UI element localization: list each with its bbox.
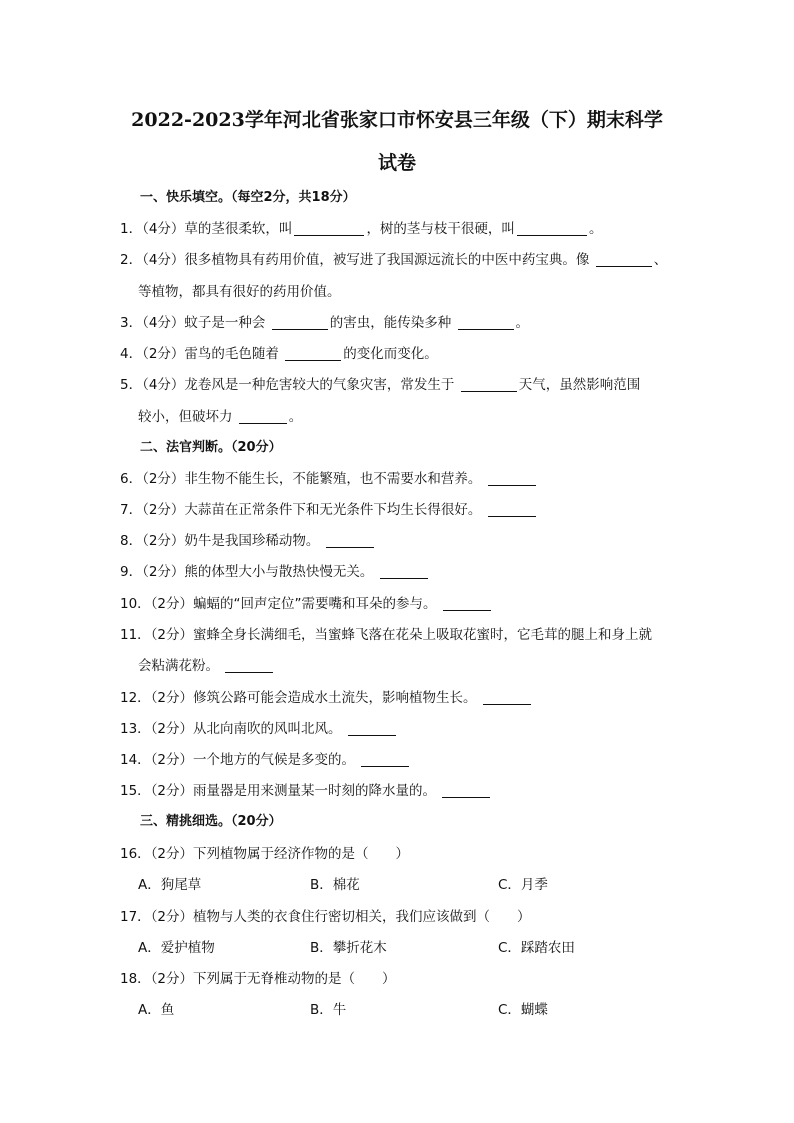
section-fill-heading: 一、快乐填空。（每空2分，共18分） [140, 190, 356, 205]
question-15 [120, 779, 680, 799]
question-number: 3． [120, 315, 143, 331]
question-text: （2分）从北向南吹的风叫北风。 [150, 721, 342, 737]
answer-blank[interactable] [361, 752, 409, 767]
option-b[interactable]: B．牛 [310, 1002, 347, 1018]
question-number: 9． [120, 564, 143, 580]
question-text: 。 [588, 221, 603, 237]
answer-blank[interactable] [348, 721, 396, 736]
question-number: 10． [120, 596, 151, 612]
question-text: （2分）雷鸟的毛色随着 [142, 346, 284, 362]
section-choice-heading: 三、精挑细选。（20分） [140, 814, 282, 829]
question-text: （4分）龙卷风是一种危害较大的气象灾害，常发生于 [142, 377, 459, 393]
question-text: （2分）熊的体型大小与散热快慢无关。 [142, 564, 374, 580]
question-11 [120, 623, 680, 643]
question-text: （2分）下列属于无脊椎动物的是（ ） [150, 971, 396, 987]
question-9 [120, 560, 680, 580]
answer-blank[interactable] [285, 346, 341, 361]
question-3 [120, 311, 680, 331]
question-text: （4分）草的茎很柔软，叫 [142, 221, 293, 237]
option-a[interactable]: A．鱼 [138, 1002, 175, 1018]
question-number: 8． [120, 533, 143, 549]
question-number: 2． [120, 252, 143, 268]
question-text: （2分）一个地方的气候是多变的。 [150, 752, 356, 768]
question-text: （2分）蝙蝠的“回声定位”需要嘴和耳朵的参与。 [150, 596, 437, 612]
question-number: 6． [120, 471, 143, 487]
answer-blank[interactable] [239, 409, 287, 424]
section-judge-heading: 二、法官判断。（20分） [140, 440, 282, 455]
question-text: ，树的茎与枝干很硬，叫 [366, 221, 515, 237]
answer-blank[interactable] [483, 690, 531, 705]
question-text: （4分）蚊子是一种会 [142, 315, 270, 331]
answer-blank[interactable] [458, 315, 514, 330]
answer-blank[interactable] [443, 596, 491, 611]
answer-blank[interactable] [442, 783, 490, 798]
page-title-line1: 2022-2023学年河北省张家口市怀安县三年级（下）期末科学 [131, 109, 663, 131]
question-number: 13． [120, 721, 151, 737]
question-text: （2分）雨量器是用来测量某一时刻的降水量的。 [150, 783, 437, 799]
option-a[interactable]: A．狗尾草 [138, 877, 202, 893]
answer-blank[interactable] [380, 564, 428, 579]
answer-blank[interactable] [225, 658, 273, 673]
question-5 [120, 373, 680, 393]
question-text: 。 [288, 409, 303, 425]
question-6 [120, 467, 680, 487]
question-number: 18． [120, 971, 151, 987]
question-2 [120, 248, 680, 268]
question-18 [120, 967, 680, 987]
question-text: 天气，虽然影响范围 [518, 377, 641, 393]
question-number: 17． [120, 909, 151, 925]
question-13 [120, 717, 680, 737]
question-text: （2分）非生物不能生长，不能繁殖，也不需要水和营养。 [142, 471, 482, 487]
answer-blank[interactable] [488, 502, 536, 517]
answer-blank[interactable] [326, 533, 374, 548]
question-text: （2分）蜜蜂全身长满细毛，当蜜蜂飞落在花朵上吸取花蜜时，它毛茸的腿上和身上就 [150, 627, 653, 643]
question-1 [120, 217, 680, 237]
question-number: 7． [120, 502, 143, 518]
answer-blank[interactable] [488, 471, 536, 486]
question-text: （2分）大蒜苗在正常条件下和无光条件下均生长得很好。 [142, 502, 482, 518]
question-number: 14． [120, 752, 151, 768]
question-14 [120, 748, 680, 768]
question-number: 16． [120, 846, 151, 862]
answer-blank[interactable] [272, 315, 328, 330]
question-17 [120, 905, 680, 925]
option-c[interactable]: C．蝴蝶 [498, 1002, 548, 1018]
question-text: 的害虫，能传染多种 [329, 315, 456, 331]
question-text: 较小，但破坏力 [138, 409, 237, 425]
question-16 [120, 842, 680, 862]
option-c[interactable]: C．踩踏农田 [498, 940, 575, 956]
question-10 [120, 592, 680, 612]
question-number: 11． [120, 627, 151, 643]
question-2-continued: 等植物，都具有很好的药用价值。 [138, 284, 341, 300]
question-number: 12． [120, 690, 151, 706]
question-number: 15． [120, 783, 151, 799]
option-a[interactable]: A．爱护植物 [138, 940, 215, 956]
option-b[interactable]: B．攀折花木 [310, 940, 387, 956]
question-4 [120, 342, 680, 362]
option-c[interactable]: C．月季 [498, 877, 548, 893]
answer-blank[interactable] [294, 221, 364, 236]
question-11-continued [138, 654, 698, 674]
question-number: 5． [120, 377, 143, 393]
question-text: （4分）很多植物具有药用价值，被写进了我国源远流长的中医中药宝典。像 [142, 252, 594, 268]
question-text: 的变化而变化。 [343, 346, 438, 362]
question-text: （2分）修筑公路可能会造成水土流失，影响植物生长。 [150, 690, 477, 706]
question-text: 。 [515, 315, 530, 331]
question-number: 4． [120, 346, 143, 362]
question-12 [120, 686, 680, 706]
question-number: 1． [120, 221, 143, 237]
question-7 [120, 498, 680, 518]
question-text: （2分）植物与人类的衣食住行密切相关，我们应该做到（ ） [150, 909, 531, 925]
page-title-line2: 试卷 [377, 152, 416, 174]
question-5-continued [138, 405, 698, 425]
question-text: 会粘满花粉。 [138, 658, 219, 674]
question-text: （2分）奶牛是我国珍稀动物。 [142, 533, 320, 549]
question-text: （2分）下列植物属于经济作物的是（ ） [150, 846, 410, 862]
option-b[interactable]: B．棉花 [310, 877, 360, 893]
question-8 [120, 529, 680, 549]
answer-blank[interactable] [596, 252, 652, 267]
answer-blank[interactable] [461, 377, 517, 392]
answer-blank[interactable] [517, 221, 587, 236]
question-text: 、 [653, 252, 668, 268]
